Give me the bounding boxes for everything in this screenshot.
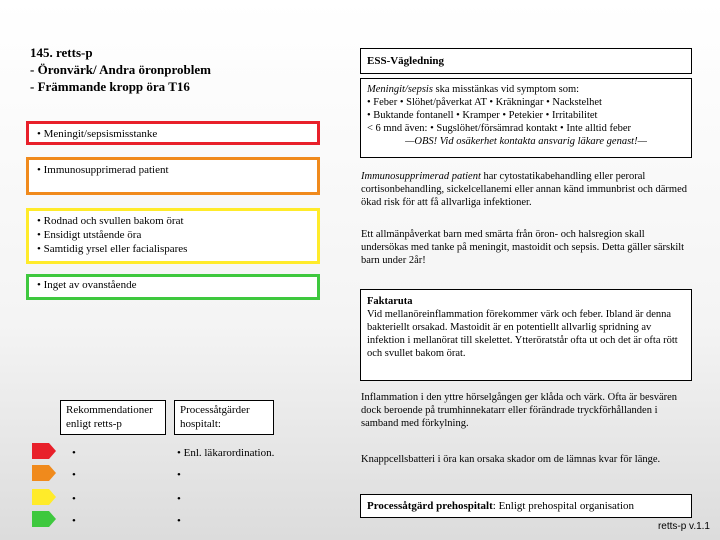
- title-line-2: - Öronvärk/ Andra öronproblem: [30, 62, 211, 77]
- ess-header: ESS-Vägledning: [367, 55, 445, 67]
- level-yellow-box: [26, 208, 320, 264]
- level-yellow-item: • Rodnad och svullen bakom örat: [37, 215, 184, 227]
- guide-line-3: • Buktande fontanell • Kramper • Petekier • Irritabilitet: [367, 110, 598, 121]
- immuno-paragraph: [361, 170, 693, 209]
- arrow-yellow-icon: [32, 489, 56, 505]
- arrow-orange-icon: [32, 465, 56, 481]
- level-green-item: • Inget av ovanstående: [37, 279, 137, 291]
- battery-paragraph: Knappcellsbatteri i öra kan orsaka skador om de lämnas kvar för länge.: [361, 454, 661, 465]
- guide-line-1-rest: ska misstänkas vid symptom som:: [432, 84, 580, 95]
- guide-warning: [367, 135, 685, 148]
- prehospital-box: [360, 494, 692, 518]
- version-label: retts-p v.1.1: [657, 521, 710, 532]
- rec-bullet: •: [72, 493, 76, 505]
- fakta-box: [360, 289, 692, 381]
- immuno-italic: Immunosupprimerad patient: [361, 171, 481, 182]
- level-green-box: [26, 274, 320, 300]
- rec-bullet: •: [72, 469, 76, 481]
- prehospital-label: Processåtgärd prehospitalt: [367, 500, 493, 512]
- level-red-box: [26, 121, 320, 145]
- guide-warning-text: —OBS! Vid osäkerhet kontakta ansvarig läkare genast!—: [405, 136, 647, 147]
- rec-bullet: •: [72, 515, 76, 527]
- rec-bullet: •: [72, 447, 76, 459]
- proc-bullet: • Enl. läkarordination.: [177, 447, 275, 459]
- guide-line-4: < 6 mnd även: • Sugslöhet/försämrad kontakt • Inte alltid feber: [367, 123, 632, 134]
- level-orange-item: • Immunosupprimerad patient: [37, 164, 169, 176]
- arrow-red-icon: [32, 443, 56, 459]
- level-yellow-item: • Ensidigt utstående öra: [37, 229, 142, 241]
- immuno-rest: har cytostatikabehandling eller peroral cortisonbehandling, sickelcellanemi eller annan känd immunbrist och därmed ökad risk för att få allvarliga infektioner.: [361, 171, 687, 208]
- level-orange-box: [26, 157, 320, 195]
- inflammation-paragraph: Inflammation i den yttre hörselgången ger klåda och värk. Ofta är besvären dock beroende på trumhinnekatarr eller förändrade tryckförhållanden i samband med förkylning.: [361, 392, 678, 429]
- page-title: [30, 44, 211, 95]
- fakta-header: Faktaruta: [367, 296, 413, 307]
- level-yellow-item: • Samtidig yrsel eller facialispares: [37, 243, 188, 255]
- title-line-1: 145. retts-p: [30, 45, 93, 60]
- proc-bullet: •: [177, 469, 181, 481]
- recommendation-header-box: [60, 400, 166, 435]
- prehospital-rest: : Enligt prehospital organisation: [492, 500, 635, 512]
- level-red-item: • Meningit/sepsismisstanke: [37, 128, 158, 140]
- ess-guide-box: [360, 78, 692, 158]
- guide-line-1-italic: Meningit/sepsis: [367, 84, 433, 95]
- recommendation-header: Rekommendationer enligt retts-p: [66, 404, 153, 430]
- proc-bullet: •: [177, 515, 181, 527]
- proc-bullet: •: [177, 493, 181, 505]
- arrow-green-icon: [32, 511, 56, 527]
- ess-header-box: [360, 48, 692, 74]
- child-paragraph: Ett allmänpåverkat barn med smärta från öron- och halsregion skall undersökas med tanke på meningit, mastoidit och sepsis. Detta gäller särskilt barn under 2år!: [361, 229, 685, 266]
- fakta-text: Vid mellanöreinflammation förekommer värk och feber. Ibland är denna bakteriellt orsakad. Mastoidit är en potentiellt allvarlig spridning av infektion i mellanörat till skelettet. Ytteröratstår ofta ut och det är ofta rött och svullet bakom örat.: [367, 309, 678, 359]
- guide-line-2: • Feber • Slöhet/påverkat AT • Kräkningar • Nackstelhet: [367, 97, 602, 108]
- process-header-box: [174, 400, 274, 435]
- process-header: Processåtgärder hospitalt:: [180, 404, 250, 430]
- guide-line-1: [367, 83, 685, 96]
- title-line-3: - Främmande kropp öra T16: [30, 79, 190, 94]
